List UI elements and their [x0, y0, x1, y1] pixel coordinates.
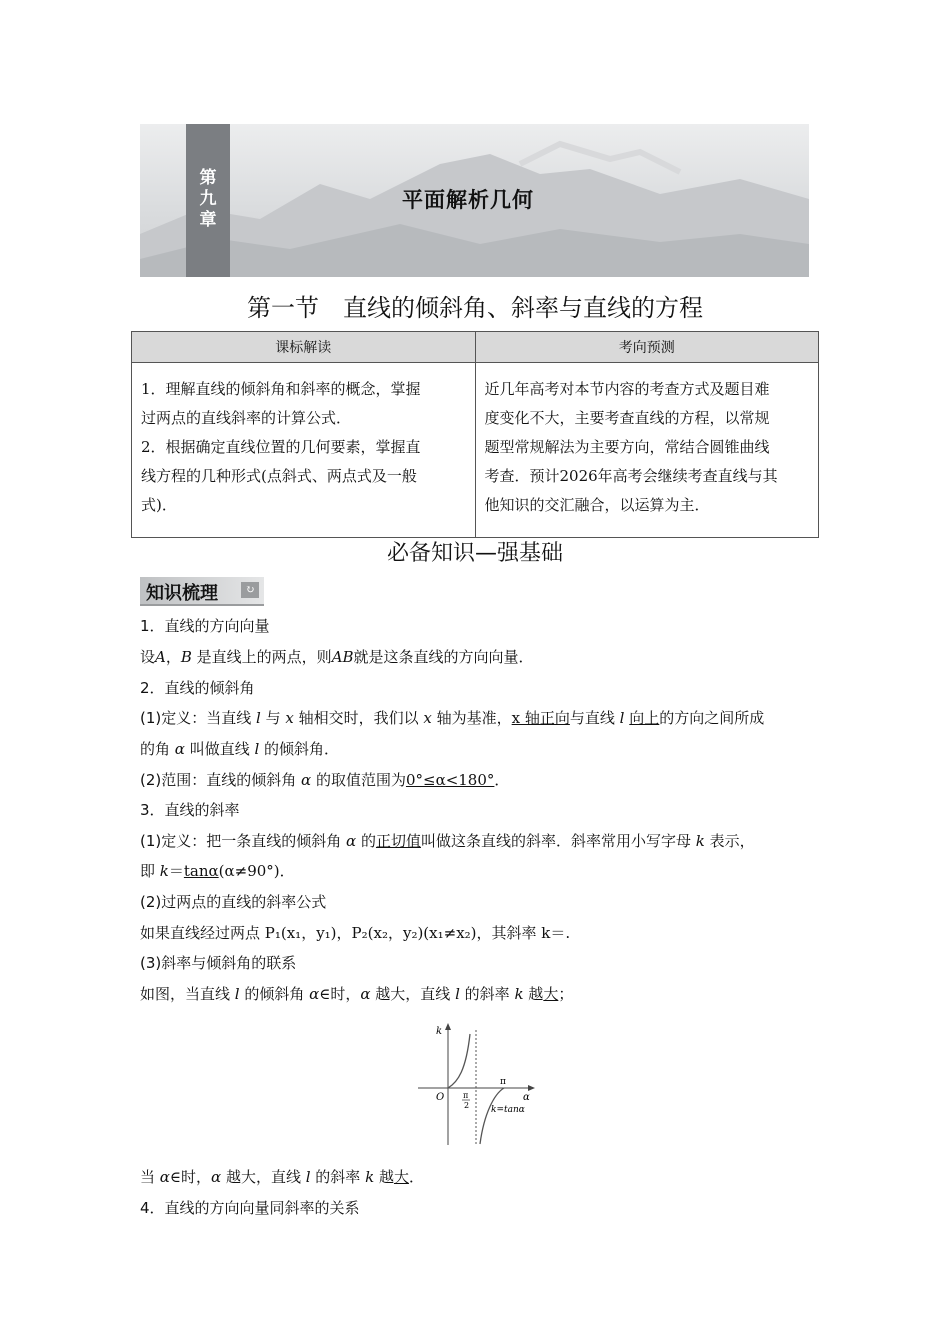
chapter-label: 第 九 章	[199, 168, 217, 230]
half-pi-denominator: 2	[464, 1101, 470, 1110]
alpha-label: α	[523, 1092, 530, 1103]
curve-label: k=tanα	[491, 1105, 525, 1115]
s2-range: (2)范围：直线的倾斜角 α 的取值范围为0°≤α<180°．	[140, 771, 510, 789]
s4-heading: 4．直线的方向向量同斜率的关系	[140, 1199, 360, 1217]
blank-tan-alpha: tanα	[183, 862, 219, 880]
s3-formula-heading: (2)过两点的直线的斜率公式	[140, 893, 327, 911]
blank-x-positive: x 轴正向	[511, 709, 570, 727]
knowledge-badge	[140, 577, 264, 606]
k-label: k	[436, 1026, 443, 1037]
blank-bigger-1: 大	[543, 985, 559, 1003]
s2-definition-line2: 的角 α 叫做直线 l 的倾斜角．	[140, 740, 340, 758]
s2-definition-line1: (1)定义：当直线 l 与 x 轴相交时，我们以 x 轴为基准，x 轴正向与直线 l 向上的方向之间所成	[140, 709, 765, 727]
s3-heading: 3．直线的斜率	[140, 801, 240, 819]
chapter-banner	[140, 124, 809, 277]
forecast-cell: 近几年高考对本节内容的考查方式及题目难 度变化不大，主要考查直线的方程，以常规 题型常规解法为主要方向，常结合圆锥曲线 考查．预计2026年高考会继续考查直线与其 他知识的交汇融合，以运算为主．	[475, 363, 819, 538]
table-header-forecast: 考向预测	[475, 332, 819, 363]
tan-branch-left	[448, 1034, 470, 1088]
chapter-strip	[186, 124, 230, 277]
section-title: 第一节 直线的倾斜角、斜率与直线的方程	[247, 294, 703, 322]
pi-label: π	[500, 1077, 506, 1087]
s3-definition-line1: (1)定义：把一条直线的倾斜角 α 的正切值叫做这条直线的斜率．斜率常用小写字母 k 表示，	[140, 832, 755, 850]
k-axis-arrow	[445, 1023, 451, 1030]
table-header-standards: 课标解读	[132, 332, 476, 363]
s3-relation-heading: (3)斜率与倾斜角的联系	[140, 954, 297, 972]
origin-label: O	[436, 1092, 445, 1103]
standards-cell: 1．理解直线的倾斜角和斜率的概念，掌握 过两点的直线斜率的计算公式． 2．根据确定直线位置的几何要素，掌握直 线方程的几种形式(点斜式、两点式及一般 式)．	[132, 363, 476, 538]
standards-table	[131, 331, 819, 538]
alpha-axis-arrow	[528, 1085, 535, 1091]
knowledge-heading: 必备知识—强基础	[386, 541, 563, 566]
s1-heading: 1．直线的方向向量	[140, 617, 270, 635]
s3-relation-line1: 如图，当直线 l 的倾斜角 α∈时，α 越大，直线 l 的斜率 k 越大；	[140, 985, 574, 1003]
half-pi-numerator: π	[463, 1091, 469, 1100]
tangent-graph	[418, 1022, 538, 1147]
badge-label: 知识梳理	[146, 583, 218, 604]
refresh-icon: ↻	[241, 582, 259, 598]
blank-bigger-2: 大	[393, 1168, 409, 1186]
blank-range: 0°≤α<180°	[405, 771, 495, 789]
s1-text: 设A，B 是直线上的两点，则AB就是这条直线的方向向量．	[140, 648, 534, 666]
s3-formula-text: 如果直线经过两点 P₁(x₁，y₁)，P₂(x₂，y₂)(x₁≠x₂)，其斜率 k＝.	[140, 924, 571, 942]
tan-branch-right	[480, 1088, 504, 1144]
s3-relation-line2: 当 α∈时，α 越大，直线 l 的斜率 k 越大．	[140, 1168, 424, 1186]
s3-definition-line2: 即 k＝tanα(α≠90°)．	[140, 862, 295, 880]
chapter-title: 平面解析几何	[402, 188, 534, 212]
s2-heading: 2．直线的倾斜角	[140, 679, 255, 697]
blank-upward: 向上	[629, 709, 660, 727]
blank-tangent: 正切值	[375, 832, 421, 850]
